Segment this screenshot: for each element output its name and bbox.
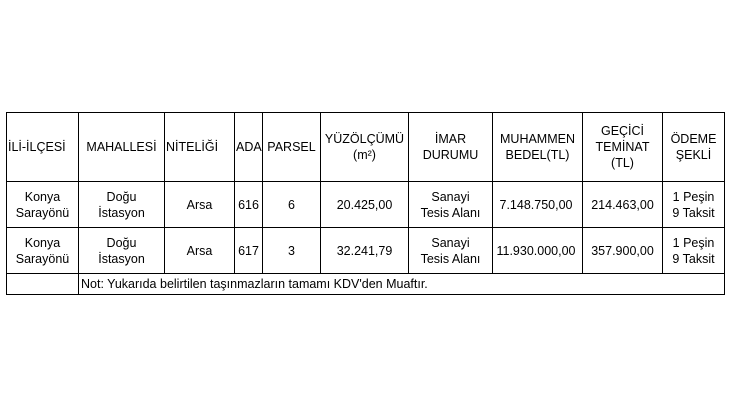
cell-imar-durumu — [409, 228, 493, 274]
cell-ilce: Sarayönü — [15, 205, 70, 220]
header-imar-durumu — [409, 113, 493, 182]
header-gecici-line-1: GEÇİCİ — [600, 124, 645, 138]
cell-ada: 617 — [235, 228, 263, 274]
cell-niteligi: Arsa — [165, 228, 235, 274]
header-gecici-line-2: TEMİNAT — [595, 140, 650, 154]
cell-imar-line-1: Sanayi — [431, 235, 470, 250]
cell-ilce: Sarayönü — [15, 251, 70, 266]
cell-imar-line-1: Sanayi — [431, 189, 470, 204]
cell-odeme-line-2: 9 Taksit — [672, 205, 715, 220]
header-yuzolcumu-label: YÜZÖLÇÜMÜ — [324, 132, 405, 146]
cell-yuzolcumu: 20.425,00 — [321, 182, 409, 228]
cell-imar-durumu — [409, 182, 493, 228]
cell-muhammen-bedel: 11.930.000,00 — [493, 228, 583, 274]
cell-mahalle-line-1: Doğu — [106, 189, 137, 204]
header-muhammen-line-2: BEDEL(TL) — [505, 148, 570, 162]
header-mahallesi: MAHALLESİ — [79, 113, 165, 182]
header-gecici-teminat — [583, 113, 663, 182]
cell-parsel: 3 — [263, 228, 321, 274]
cell-imar-line-2: Tesis Alanı — [420, 251, 481, 266]
header-odeme-line-2: ŞEKLİ — [675, 148, 712, 162]
header-ada: ADA — [235, 113, 263, 182]
cell-odeme-sekli — [663, 228, 725, 274]
note-row — [7, 274, 725, 295]
cell-il-ilce — [7, 228, 79, 274]
note-spacer — [7, 274, 79, 295]
table-row — [7, 182, 725, 228]
cell-mahallesi — [79, 228, 165, 274]
table-row — [7, 228, 725, 274]
cell-mahalle-line-2: İstasyon — [98, 205, 145, 220]
cell-niteligi: Arsa — [165, 182, 235, 228]
header-parsel: PARSEL — [263, 113, 321, 182]
header-muhammen-bedel — [493, 113, 583, 182]
property-auction-table — [6, 112, 725, 295]
cell-mahalle-line-2: İstasyon — [98, 251, 145, 266]
cell-ada: 616 — [235, 182, 263, 228]
header-gecici-line-3: (TL) — [611, 156, 634, 170]
cell-il: Konya — [24, 235, 61, 250]
header-niteligi: NİTELİĞİ — [165, 113, 235, 182]
tax-exemption-note: Not: Yukarıda belirtilen taşınmazların tamamı KDV'den Muaftır. — [79, 274, 725, 295]
header-odeme-sekli — [663, 113, 725, 182]
header-yuzolcumu — [321, 113, 409, 182]
header-muhammen-line-1: MUHAMMEN — [500, 132, 575, 146]
cell-muhammen-bedel: 7.148.750,00 — [493, 182, 583, 228]
cell-mahalle-line-1: Doğu — [106, 235, 137, 250]
header-row — [7, 113, 725, 182]
header-imar-line-1: İMAR — [434, 132, 467, 146]
cell-odeme-line-2: 9 Taksit — [672, 251, 715, 266]
header-yuzolcumu-unit: (m²) — [353, 148, 376, 162]
cell-gecici-teminat: 214.463,00 — [583, 182, 663, 228]
cell-odeme-line-1: 1 Peşin — [672, 189, 715, 204]
cell-parsel: 6 — [263, 182, 321, 228]
header-il-ilce: İLİ-İLÇESİ — [7, 113, 79, 182]
cell-odeme-line-1: 1 Peşin — [672, 235, 715, 250]
cell-il: Konya — [24, 189, 61, 204]
cell-odeme-sekli — [663, 182, 725, 228]
cell-mahallesi — [79, 182, 165, 228]
cell-il-ilce — [7, 182, 79, 228]
cell-yuzolcumu: 32.241,79 — [321, 228, 409, 274]
header-imar-line-2: DURUMU — [422, 148, 479, 162]
header-odeme-line-1: ÖDEME — [670, 132, 717, 146]
cell-imar-line-2: Tesis Alanı — [420, 205, 481, 220]
cell-gecici-teminat: 357.900,00 — [583, 228, 663, 274]
